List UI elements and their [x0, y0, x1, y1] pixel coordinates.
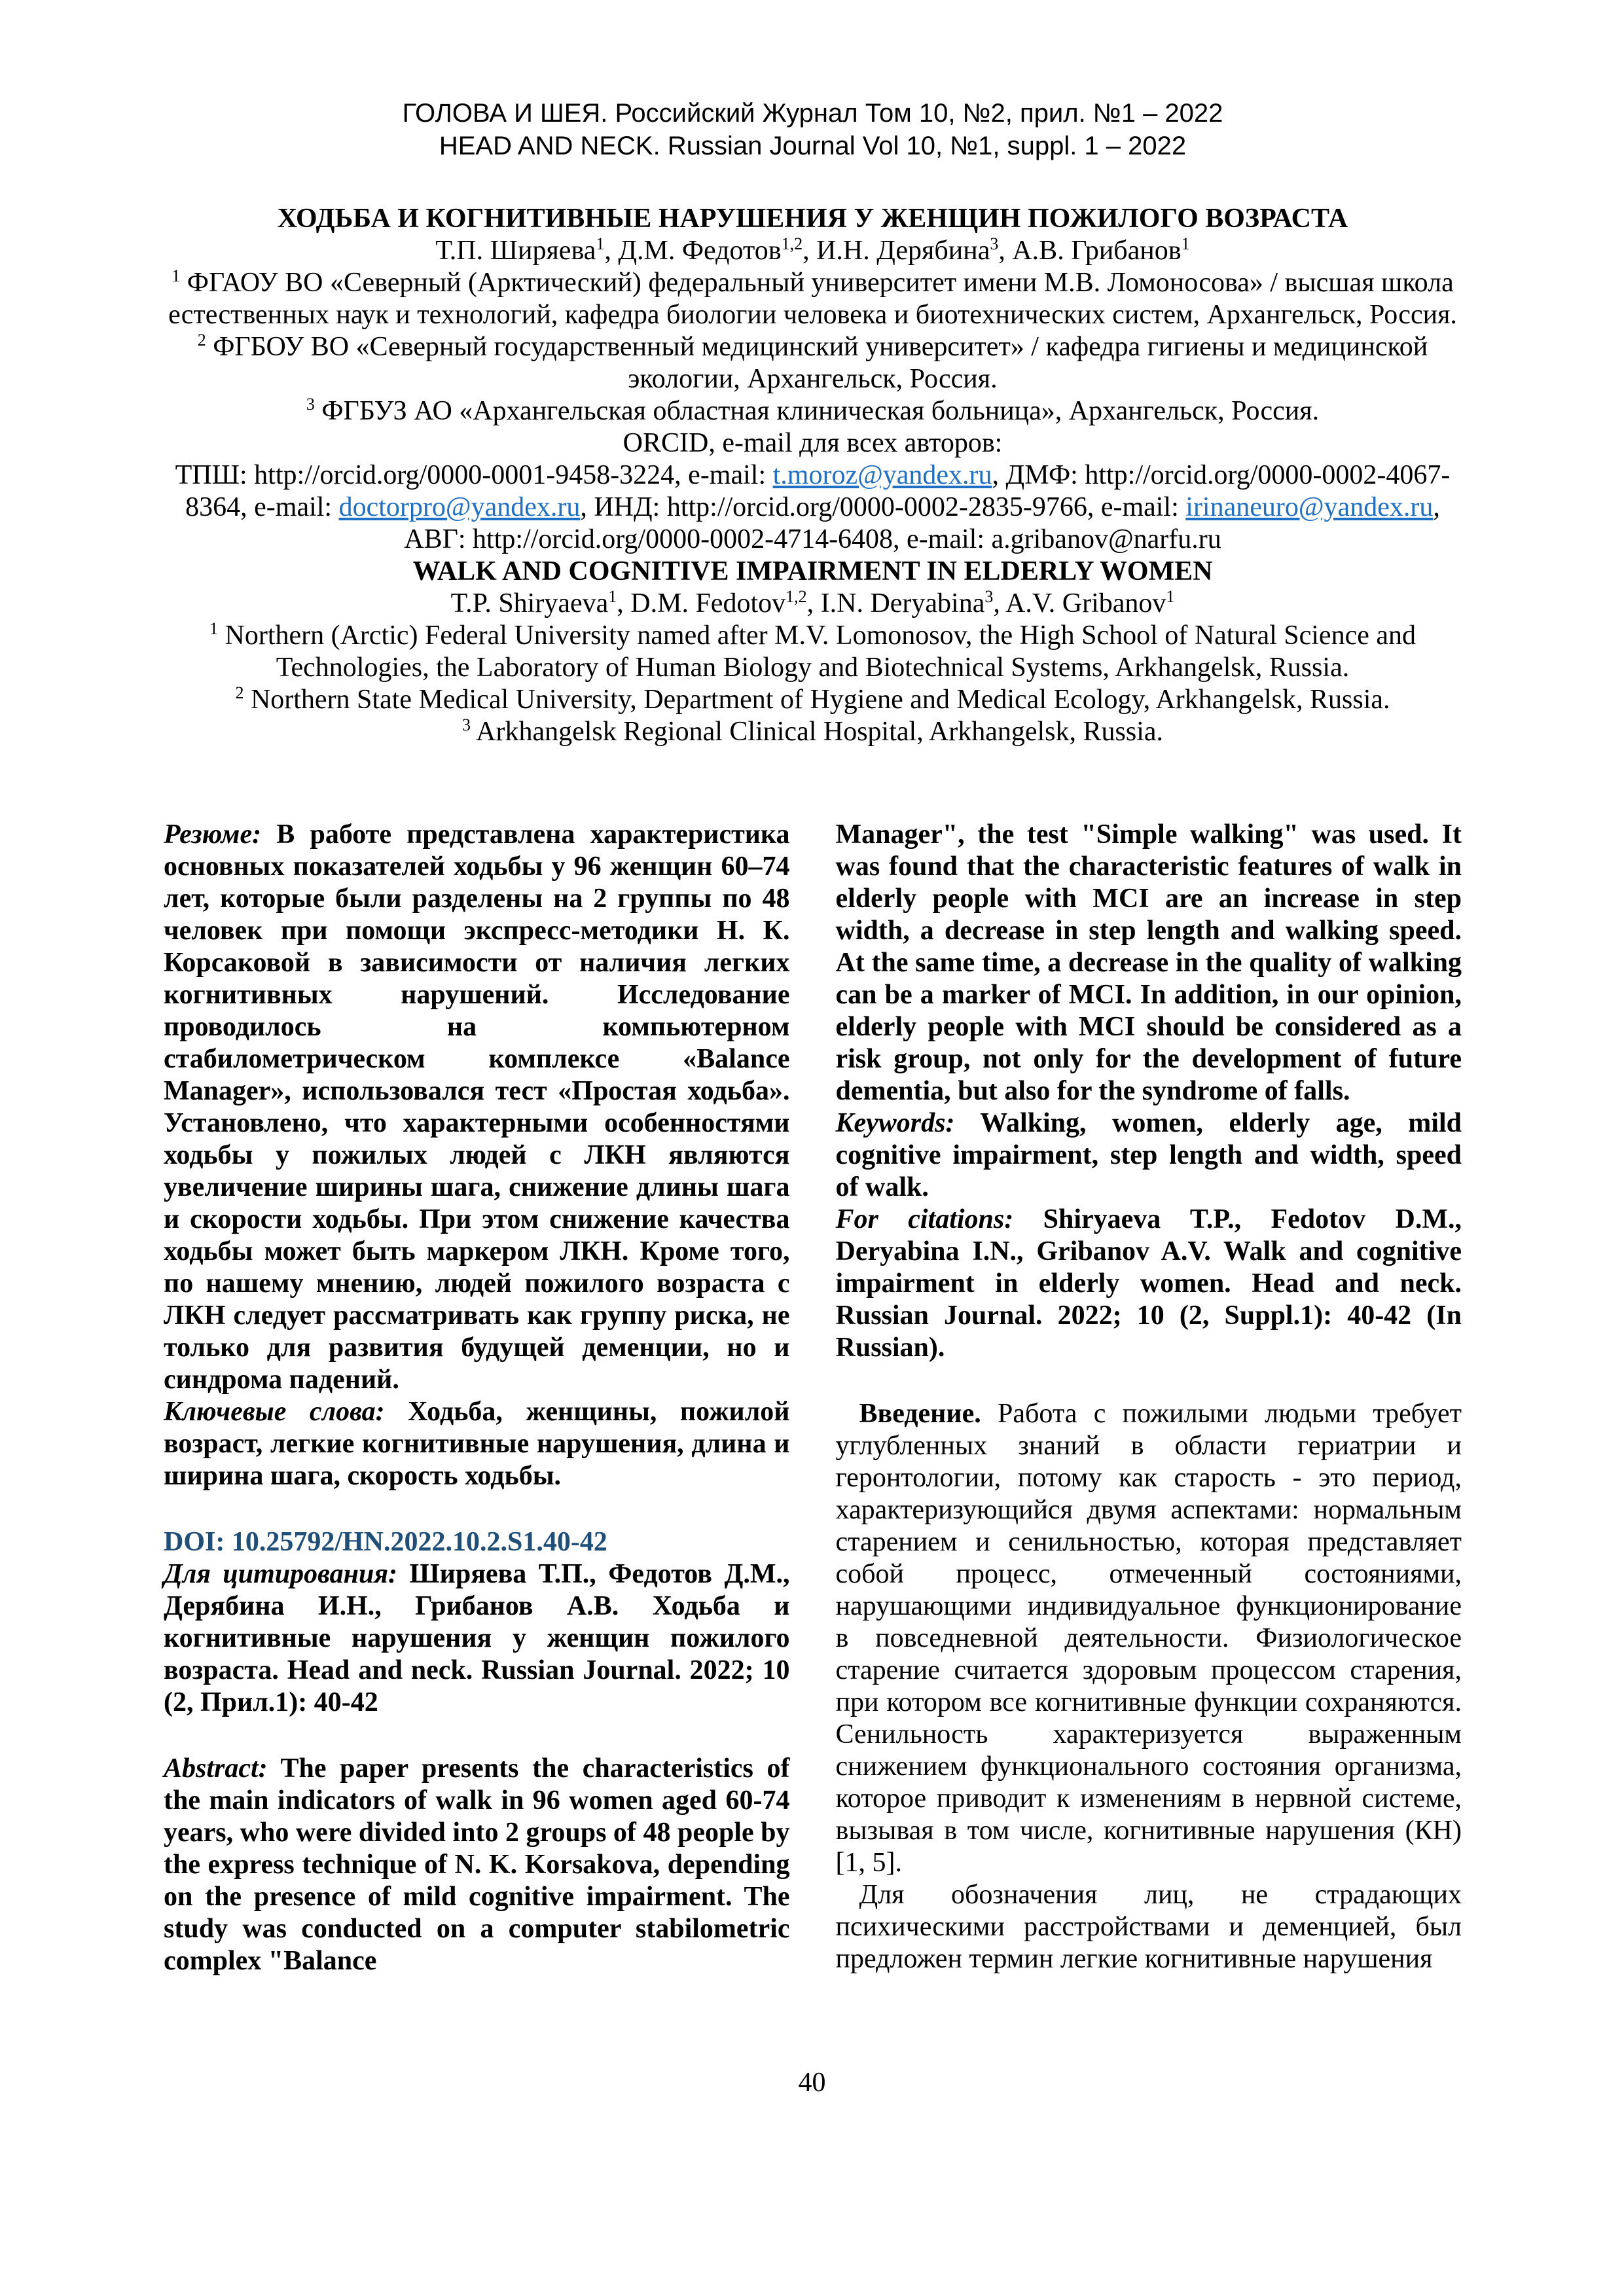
author-name: T.P. Shiryaeva [450, 588, 609, 619]
affiliation-superscript: 2 [235, 683, 244, 702]
affiliation-text: ФГБОУ ВО «Северный государственный медицинский университет» / кафедра гигиены и медицинской экологии, Архангельск, Россия. [206, 332, 1428, 394]
article-title-ru: ХОДЬБА И КОГНИТИВНЫЕ НАРУШЕНИЯ У ЖЕНЩИН ПОЖИЛОГО ВОЗРАСТА [277, 204, 1348, 234]
article-body [164, 819, 1462, 1977]
author-name: , I.N. Deryabina [806, 588, 985, 619]
orcid-email-link[interactable]: irinaneuro@yandex.ru [1185, 492, 1434, 522]
introduction-paragraph-1 [836, 1398, 1462, 1879]
orcid-intro: ORCID, e-mail для всех авторов: [623, 428, 1003, 458]
doi-line: DOI: 10.25792/HN.2022.10.2.S1.40-42 [164, 1527, 607, 1557]
orcid-block [164, 459, 1462, 556]
abstract-paragraph [164, 1753, 790, 1977]
affiliation-text: ФГБУЗ АО «Архангельская областная клиническая больница», Архангельск, Россия. [314, 396, 1320, 426]
affiliation-ru-2 [164, 331, 1462, 395]
affiliation-en-1 [164, 620, 1462, 684]
keywords-ru-label: Ключевые слова: [164, 1397, 385, 1427]
resume-text: В работе представлена характеристика основных показателей ходьбы у 96 женщин 60–74 лет, которые были разделены на 2 группы по 48 человек при помощи экспресс-методики Н. К. Корсаковой в зависимости от наличия легких когнитивных нарушений. Исследование проводилось на компьютерном стабилометрическом комплексе «Balance Manager», использовался тест «Простая ходьба». Установлено, что характерными особенностями ходьбы у пожилых людей с ЛКН являются увеличение ширины шага, снижение длины шага и скорости ходьбы. При этом снижение качества ходьбы может быть маркером ЛКН. Кроме того, по нашему мнению, людей пожилого возраста с ЛКН следует рассматривать как группу риска, не только для развития будущей деменции, но и синдрома падений. [164, 819, 790, 1395]
citation-ru-paragraph [164, 1558, 790, 1719]
page-number: 40 [798, 2068, 826, 2098]
keywords-en-label: Keywords: [835, 1108, 955, 1138]
page-content [164, 97, 1462, 1977]
introduction-paragraph-2 [836, 1879, 1462, 1975]
affiliation-text: Arkhangelsk Regional Clinical Hospital, Arkhangelsk, Russia. [470, 717, 1164, 747]
blank-line [164, 1492, 790, 1526]
affiliation-superscript: 1 [209, 619, 218, 638]
affiliation-en-2 [164, 684, 1462, 716]
orcid-text: ТПШ: http://orcid.org/0000-0001-9458-3224, e-mail: [175, 460, 773, 490]
orcid-text: , ДМФ: http://orcid.org/0000-0002-4067-8364, e-mail: [185, 460, 1451, 522]
author-name: , И.Н. Дерябина [803, 236, 990, 266]
affiliation-superscript: 3 [306, 395, 315, 414]
blank-line [836, 1364, 1462, 1398]
abstract-continued-text: Manager", the test "Simple walking" was used. It was found that the characteristic features of walk in elderly people with MCI are an increase in step width, a decrease in step length and walking speed. At the same time, a decrease in the quality of walking can be a marker of MCI. In addition, in our opinion, elderly people with MCI should be considered as a risk group, not only for the development of future dementia, but also for the syndrome of falls. [835, 819, 1462, 1106]
abstract-text: The paper presents the characteristics of the main indicators of walk in 96 women aged 60-74 years, who were divided into 2 groups of 48 people by the express technique of N. K. Korsakova, depending on the presence of mild cognitive impairment. The study was conducted on a computer stabilometric complex "Balance [164, 1753, 790, 1976]
affiliation-ru-1 [164, 267, 1462, 331]
citation-ru-label: Для цитирования: [164, 1559, 397, 1589]
introduction-heading: Введение. [859, 1399, 981, 1429]
journal-header-ru: ГОЛОВА И ШЕЯ. Российский Журнал Том 10, №2, прил. №1 – 2022 [402, 99, 1223, 128]
introduction-text: Работа с пожилыми людьми требует углубленных знаний в области гериатрии и геронтологии, потому как старость - это период, характеризующийся двумя аспектами: нормальным старением и сенильностью, которая представляет собой процесс, отмеченный состояниями, нарушающими индивидуальное функционирование в повседневной деятельности. Физиологическое старение считается здоровым процессом старения, при котором все когнитивные функции сохраняются. Сенильность характеризуется выраженным снижением функционального состояния организма, которое приводит к изменениям в нервной системе, вызывая в том числе, когнитивные нарушения (КН) [1, 5]. [835, 1399, 1462, 1878]
introduction-text: Для обозначения лиц, не страдающих психическими расстройствами и деменцией, был предложен термин легкие когнитивные нарушения [835, 1880, 1462, 1974]
citations-en-text: Shiryaeva T.P., Fedotov D.M., Deryabina I.N., Gribanov A.V. Walk and cognitive impairment in elderly women. Head and neck. Russian Journal. 2022; 10 (2, Suppl.1): 40-42 (In Russian). [835, 1204, 1462, 1363]
author-superscript: 3 [984, 587, 994, 606]
abstract-label: Abstract: [164, 1753, 268, 1784]
keywords-ru-paragraph [164, 1396, 790, 1492]
affiliation-text: ФГАОУ ВО «Северный (Арктический) федеральный университет имени М.В. Ломоносова» / высшая школа естественных наук и технологий, кафедра биологии человека и биотехнических систем, Архангельск, Россия. [168, 268, 1457, 330]
affiliation-superscript: 2 [197, 331, 206, 350]
citations-en-paragraph [836, 1204, 1462, 1364]
left-column [164, 819, 790, 1977]
resume-label: Резюме: [164, 819, 262, 850]
abstract-continued-paragraph [836, 819, 1462, 1107]
citations-en-label: For citations: [835, 1204, 1014, 1234]
affiliation-en-3 [164, 716, 1462, 748]
author-superscript: 1 [1181, 234, 1190, 253]
affiliation-superscript: 3 [461, 715, 471, 734]
journal-header-en: HEAD AND NECK. Russian Journal Vol 10, №1, suppl. 1 – 2022 [439, 132, 1187, 160]
orcid-email-link[interactable]: doctorpro@yandex.ru [338, 492, 581, 522]
article-title-en: WALK AND COGNITIVE IMPAIRMENT IN ELDERLY WOMEN [412, 556, 1213, 586]
author-name: , D.M. Fedotov [617, 588, 786, 619]
affiliation-ru-3 [164, 395, 1462, 427]
keywords-en-text: Walking, women, elderly age, mild cognitive impairment, step length and width, speed of walk. [835, 1108, 1462, 1202]
orcid-email-link[interactable]: t.moroz@yandex.ru [772, 460, 992, 490]
right-column [836, 819, 1462, 1977]
affiliation-text: Northern (Arctic) Federal University named after M.V. Lomonosov, the High School of Natural Science and Technologies, the Laboratory of Human Biology and Biotechnical Systems, Arkhangelsk, Russia. [218, 620, 1416, 683]
blank-line [164, 1719, 790, 1753]
author-superscript: 3 [990, 234, 999, 253]
keywords-ru-text: Ходьба, женщины, пожилой возраст, легкие когнитивные нарушения, длина и ширина шага, скорость ходьбы. [164, 1397, 790, 1491]
author-superscript: 1 [596, 234, 605, 253]
affiliation-text: Northern State Medical University, Department of Hygiene and Medical Ecology, Arkhangelsk, Russia. [244, 685, 1390, 715]
authors-ru [164, 235, 1462, 267]
orcid-text: , АВГ: http://orcid.org/0000-0002-4714-6408, e-mail: a.gribanov@narfu.ru [404, 492, 1440, 554]
author-superscript: 1,2 [785, 587, 807, 606]
front-matter [164, 203, 1462, 748]
citation-ru-text: Ширяева Т.П., Федотов Д.М., Дерябина И.Н., Грибанов А.В. Ходьба и когнитивные нарушения у женщин пожилого возраста. Head and neck. Russian Journal. 2022; 10 (2, Прил.1): 40-42 [164, 1559, 790, 1717]
resume-paragraph [164, 819, 790, 1396]
keywords-en-paragraph [836, 1107, 1462, 1204]
orcid-text: , ИНД: http://orcid.org/0000-0002-2835-9766, e-mail: [580, 492, 1186, 522]
author-name: , Д.М. Федотов [604, 236, 782, 266]
authors-en [164, 588, 1462, 620]
author-superscript: 1,2 [781, 234, 803, 253]
affiliation-superscript: 1 [171, 266, 181, 285]
author-superscript: 1 [1166, 587, 1175, 606]
author-name: , А.В. Грибанов [998, 236, 1182, 266]
author-superscript: 1 [608, 587, 617, 606]
author-name: , A.V. Gribanov [993, 588, 1166, 619]
author-name: Т.П. Ширяева [435, 236, 596, 266]
journal-header [164, 97, 1462, 162]
